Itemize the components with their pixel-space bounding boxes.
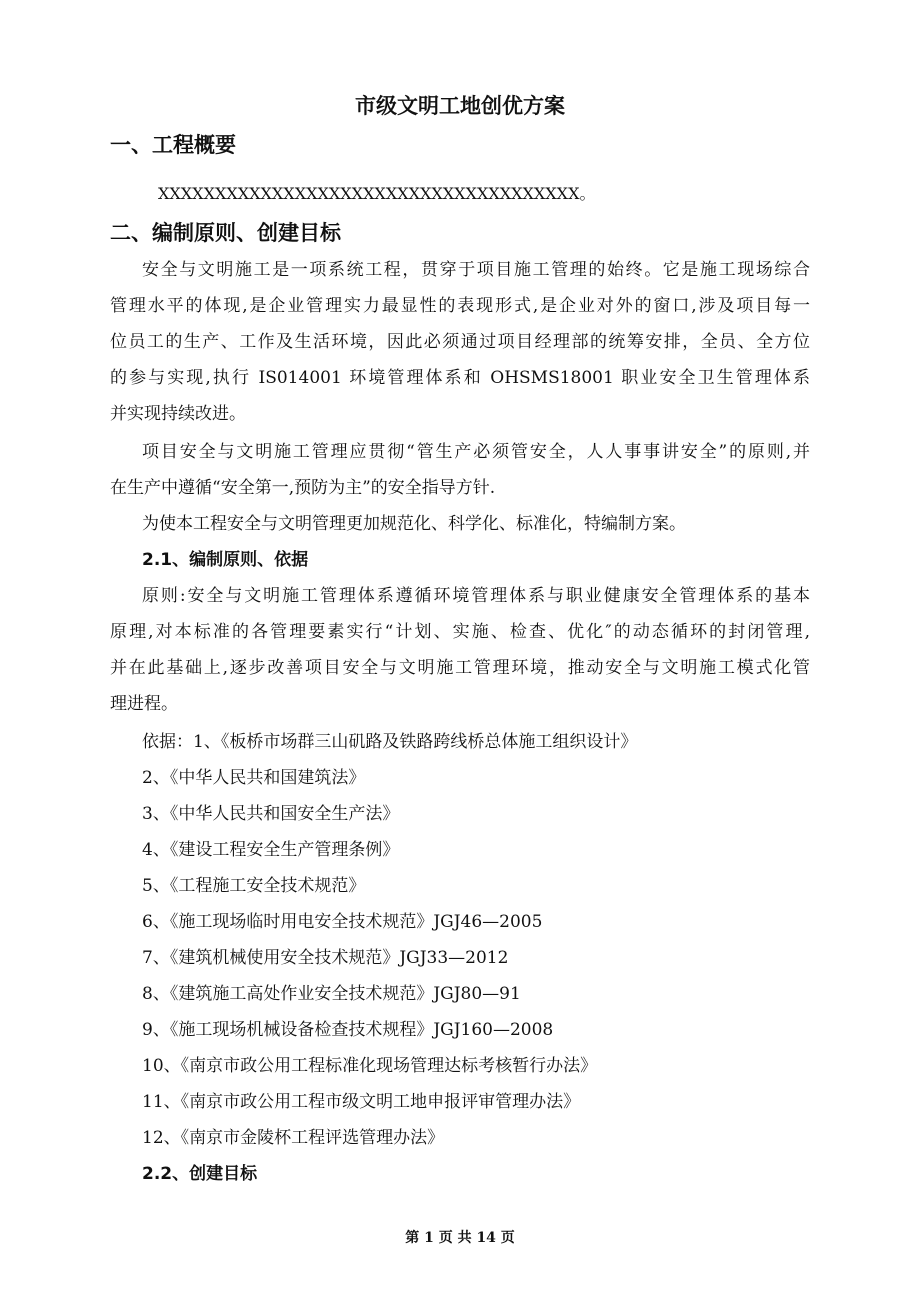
document-title: 市级文明工地创优方案 [355,93,565,118]
basis-item-6: 6、《施工现场临时用电安全技术规范》JGJ46—2005 [142,912,543,932]
basis-item-8: 8、《建筑施工高处作业安全技术规范》JGJ80—91 [142,984,521,1004]
basis-item-12: 12、《南京市金陵杯工程评选管理办法》 [142,1128,445,1148]
section-1-heading: 一、工程概要 [110,133,236,157]
subsection-2-1-heading: 2.1、编制原则、依据 [142,550,309,570]
section-2-heading: 二、编制原则、创建目标 [110,221,341,245]
basis-item-2: 2、《中华人民共和国建筑法》 [142,768,366,788]
para2-line-2: 在生产中遵循“安全第一,预防为主”的安全指导方针. [110,478,496,498]
para1-line-4: 的参与实现,执行 IS014001 环境管理体系和 OHSMS18001 职业安全卫生管理体系 [110,368,810,388]
basis-item-4: 4、《建设工程安全生产管理条例》 [142,840,400,860]
basis-item-11: 11、《南京市政公用工程市级文明工地申报评审管理办法》 [142,1092,581,1112]
principle-line-3: 并在此基础上,逐步改善项目安全与文明施工管理环境，推动安全与文明施工模式化管 [110,658,810,678]
subsection-2-2-heading: 2.2、创建目标 [142,1164,258,1184]
para2-line-1: 项目安全与文明施工管理应贯彻“管生产必须管安全，人人事事讲安全”的原则,并 [142,442,810,462]
principle-line-4: 理进程。 [110,694,178,714]
page-footer: 第 1 页 共 14 页 [405,1230,515,1246]
para1-line-5: 并实现持续改进。 [110,404,246,424]
section-1-body: XXXXXXXXXXXXXXXXXXXXXXXXXXXXXXXXXXXXX。 [158,184,596,203]
basis-item-5: 5、《工程施工安全技术规范》 [142,876,366,896]
para1-line-1: 安全与文明施工是一项系统工程，贯穿于项目施工管理的始终。它是施工现场综合 [142,260,810,280]
basis-item-7: 7、《建筑机械使用安全技术规范》JGJ33—2012 [142,948,509,968]
basis-item-1: 依据：1、《板桥市场群三山矶路及铁路跨线桥总体施工组织设计》 [142,732,638,752]
para3: 为使本工程安全与文明管理更加规范化、科学化、标准化，特编制方案。 [142,514,686,534]
basis-item-3: 3、《中华人民共和国安全生产法》 [142,804,400,824]
principle-line-1: 原则:安全与文明施工管理体系遵循环境管理体系与职业健康安全管理体系的基本 [142,586,810,606]
basis-item-10: 10、《南京市政公用工程标准化现场管理达标考核暂行办法》 [142,1056,598,1076]
para1-line-3: 位员工的生产、工作及生活环境，因此必须通过项目经理部的统筹安排，全员、全方位 [110,332,810,352]
basis-item-9: 9、《施工现场机械设备检查技术规程》JGJ160—2008 [142,1020,554,1040]
para1-line-2: 管理水平的体现,是企业管理实力最显性的表现形式,是企业对外的窗口,涉及项目每一 [110,296,810,316]
principle-line-2: 原理,对本标准的各管理要素实行“计划、实施、检查、优化″的动态循环的封闭管理, [110,622,810,642]
